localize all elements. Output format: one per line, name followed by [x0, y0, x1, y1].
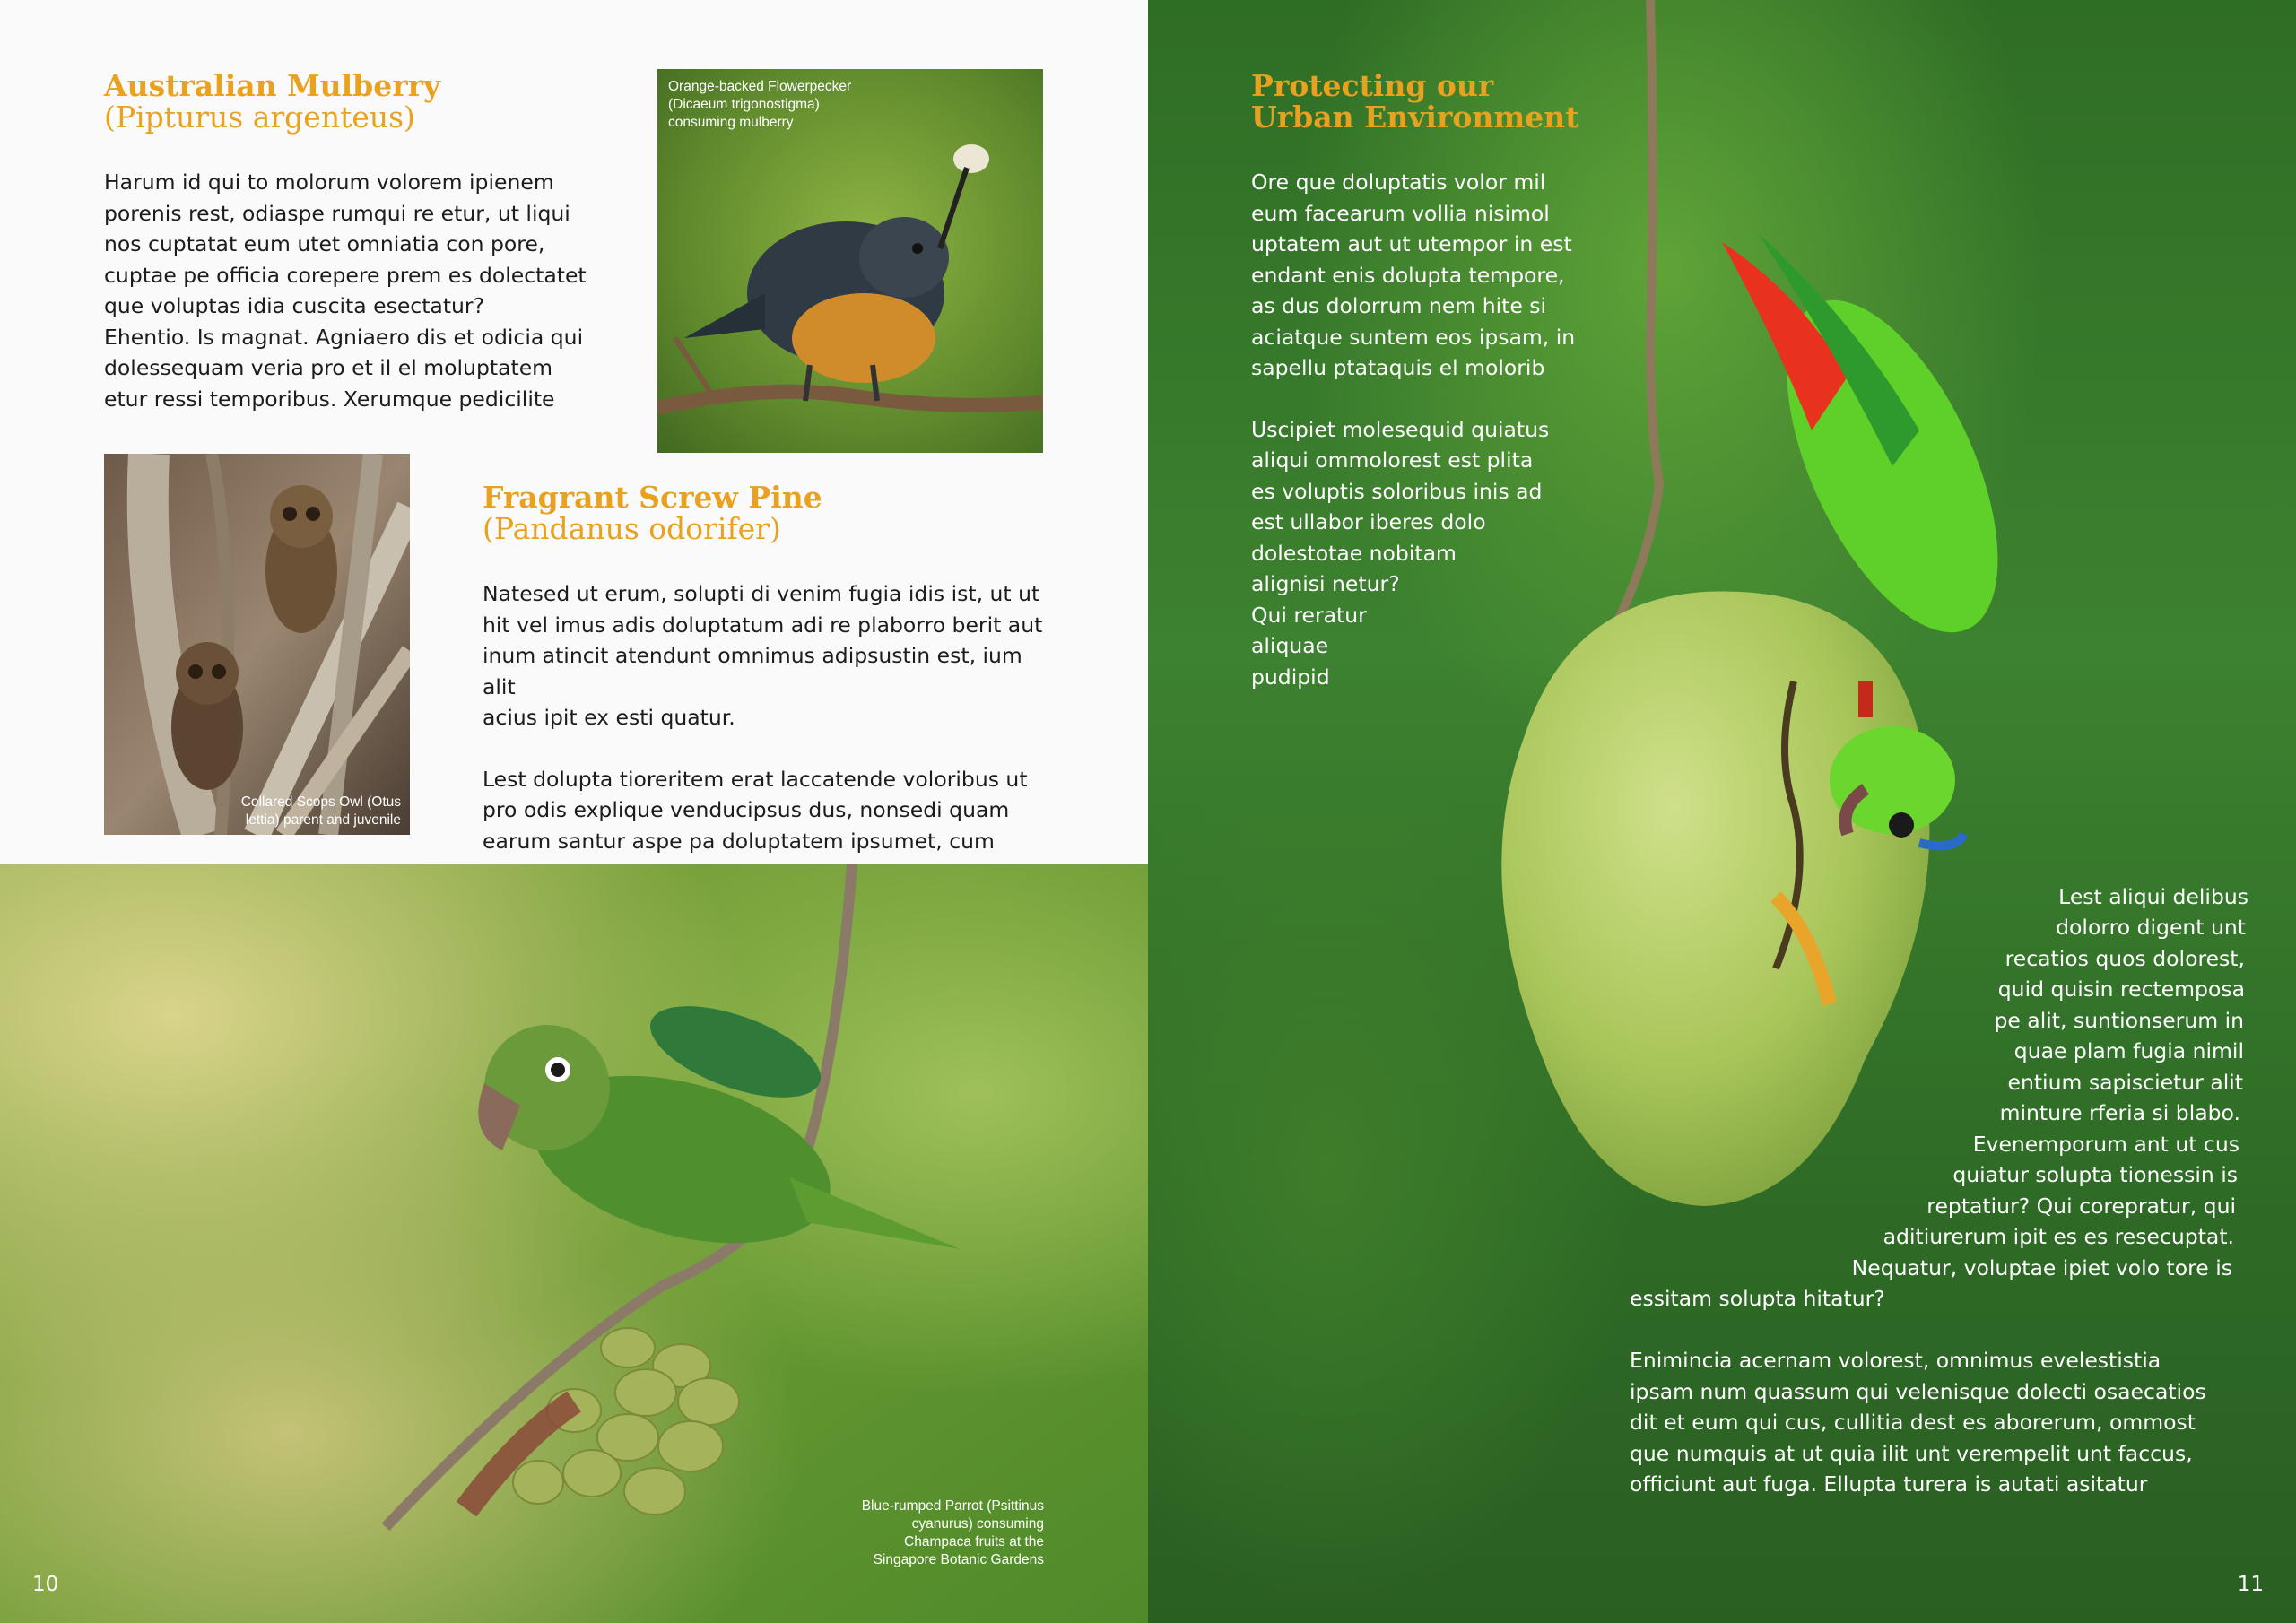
urban-title-line2: Urban Environment	[1251, 100, 1579, 135]
screwpine-title: Fragrant Screw Pine	[483, 480, 822, 515]
owl-caption: Collared Scops Owl (Otus lettia) parent and juvenile	[240, 794, 401, 828]
wrap-line: recatios quos dolorest,	[2005, 946, 2245, 971]
urban-title-line1: Protecting our	[1251, 68, 1494, 103]
urban-paragraph-1: Ore que doluptatis volor mil eum facearum vollia nisimol uptatem aut ut utempor in est endant enis dolupta tempore, as dus dolorrum nem hite si aciatque suntem eos ipsam, in sapellu ptataquis el molorib	[1251, 169, 1576, 380]
wrap-line: essitam solupta hitatur?	[1630, 1286, 1885, 1311]
mulberry-title: Australian Mulberry	[104, 68, 441, 103]
urban-paragraph-4: Enimincia acernam volorest, omnimus evelestistia ipsam num quassum qui velenisque dolecti osaecatios dit et eum qui cus, cullitia dest es aborerum, ommost que numquis at ut quia ilit unt verempelit unt faccus, officiunt aut fuga. Ellupta turera is autati asitatur	[1630, 1348, 2206, 1497]
wrap-line: dolorro digent unt	[2056, 915, 2246, 940]
screwpine-heading	[483, 482, 1021, 544]
urban-body-bottom	[1630, 1345, 2257, 1531]
screwpine-subtitle: (Pandanus odorifer)	[483, 511, 781, 546]
wrap-line: Evenemporum ant ut cus	[1972, 1132, 2239, 1157]
owl-image	[104, 454, 410, 835]
mulberry-body	[104, 167, 606, 445]
urban-body-wrap	[1630, 881, 2248, 1312]
wrap-line: reptatiur? Qui corepratur, qui	[1926, 1193, 2236, 1219]
wrap-line: pe alit, suntionserum in	[1994, 1008, 2244, 1033]
parrot-photo	[0, 864, 1148, 1623]
wrap-line: Lest aliqui delibus	[2058, 884, 2248, 909]
wrap-line: quid quisin rectemposa	[1997, 976, 2245, 1002]
mulberry-heading	[104, 70, 606, 133]
page-number-right: 11	[2237, 1573, 2264, 1596]
wrap-line: quiatur solupta tionessin is	[1952, 1162, 2238, 1187]
flowerpecker-caption: Orange-backed Flowerpecker (Dicaeum trigonostigma) consuming mulberry	[668, 79, 852, 130]
mulberry-subtitle: (Pipturus argenteus)	[104, 100, 415, 135]
wrap-line: aditiurerum ipit es es resecuptat.	[1883, 1224, 2234, 1249]
wrap-line: quae plam fugia nimil	[2013, 1038, 2244, 1063]
owl-photo	[104, 454, 410, 835]
screwpine-paragraph-2: Lest dolupta tioreritem erat laccatende voloribus ut pro odis explique venducipsus dus, nonsedi quam earum santur aspe pa doluptatem ipsumet, cum	[483, 766, 1028, 854]
flowerpecker-photo	[657, 69, 1043, 453]
mulberry-paragraph: Harum id qui to molorum volorem ipienem porenis rest, odiaspe rumqui re etur, ut liqui nos cuptatat eum utet omniatia con pore, cuptae pe officia corepere prem es dolectatet que voluptas idia cuscita esectatur? Ehentio. Is magnat. Agniaero dis et odicia qui dolessequam veria pro et il el moluptatem etur ressi temporibus. Xerumque pedicilite	[104, 169, 587, 412]
screwpine-body	[483, 578, 1057, 887]
urban-paragraph-2: Uscipiet molesequid quiatus aliqui ommolorest est plita es voluptis soloribus inis ad est ullabor iberes dolo dolestotae nobitam alignisi netur? Qui reratur aliquae pudipid	[1251, 416, 1550, 690]
parrot-caption: Blue-rumped Parrot (Psittinus cyanurus) consuming Champaca fruits at the Singapore Botanic Gardens	[861, 1498, 1044, 1567]
wrap-line: minture rferia si blabo.	[1999, 1100, 2240, 1125]
urban-body-top	[1251, 167, 1628, 723]
wrap-line: Nequatur, voluptae ipiet volo tore is	[1851, 1255, 2232, 1280]
screwpine-paragraph-1: Natesed ut erum, solupti di venim fugia idis ist, ut ut hit vel imus adis doluptatum adi re plaborro berit aut inum atincit atendunt omnimus adipsustin est, ium alit acius ipit ex esti quatur.	[483, 581, 1043, 730]
page-number-left: 10	[32, 1573, 59, 1596]
right-page	[1148, 0, 2296, 1623]
wrap-line: entium sapiscietur alit	[2007, 1070, 2243, 1095]
urban-heading	[1251, 70, 1718, 133]
